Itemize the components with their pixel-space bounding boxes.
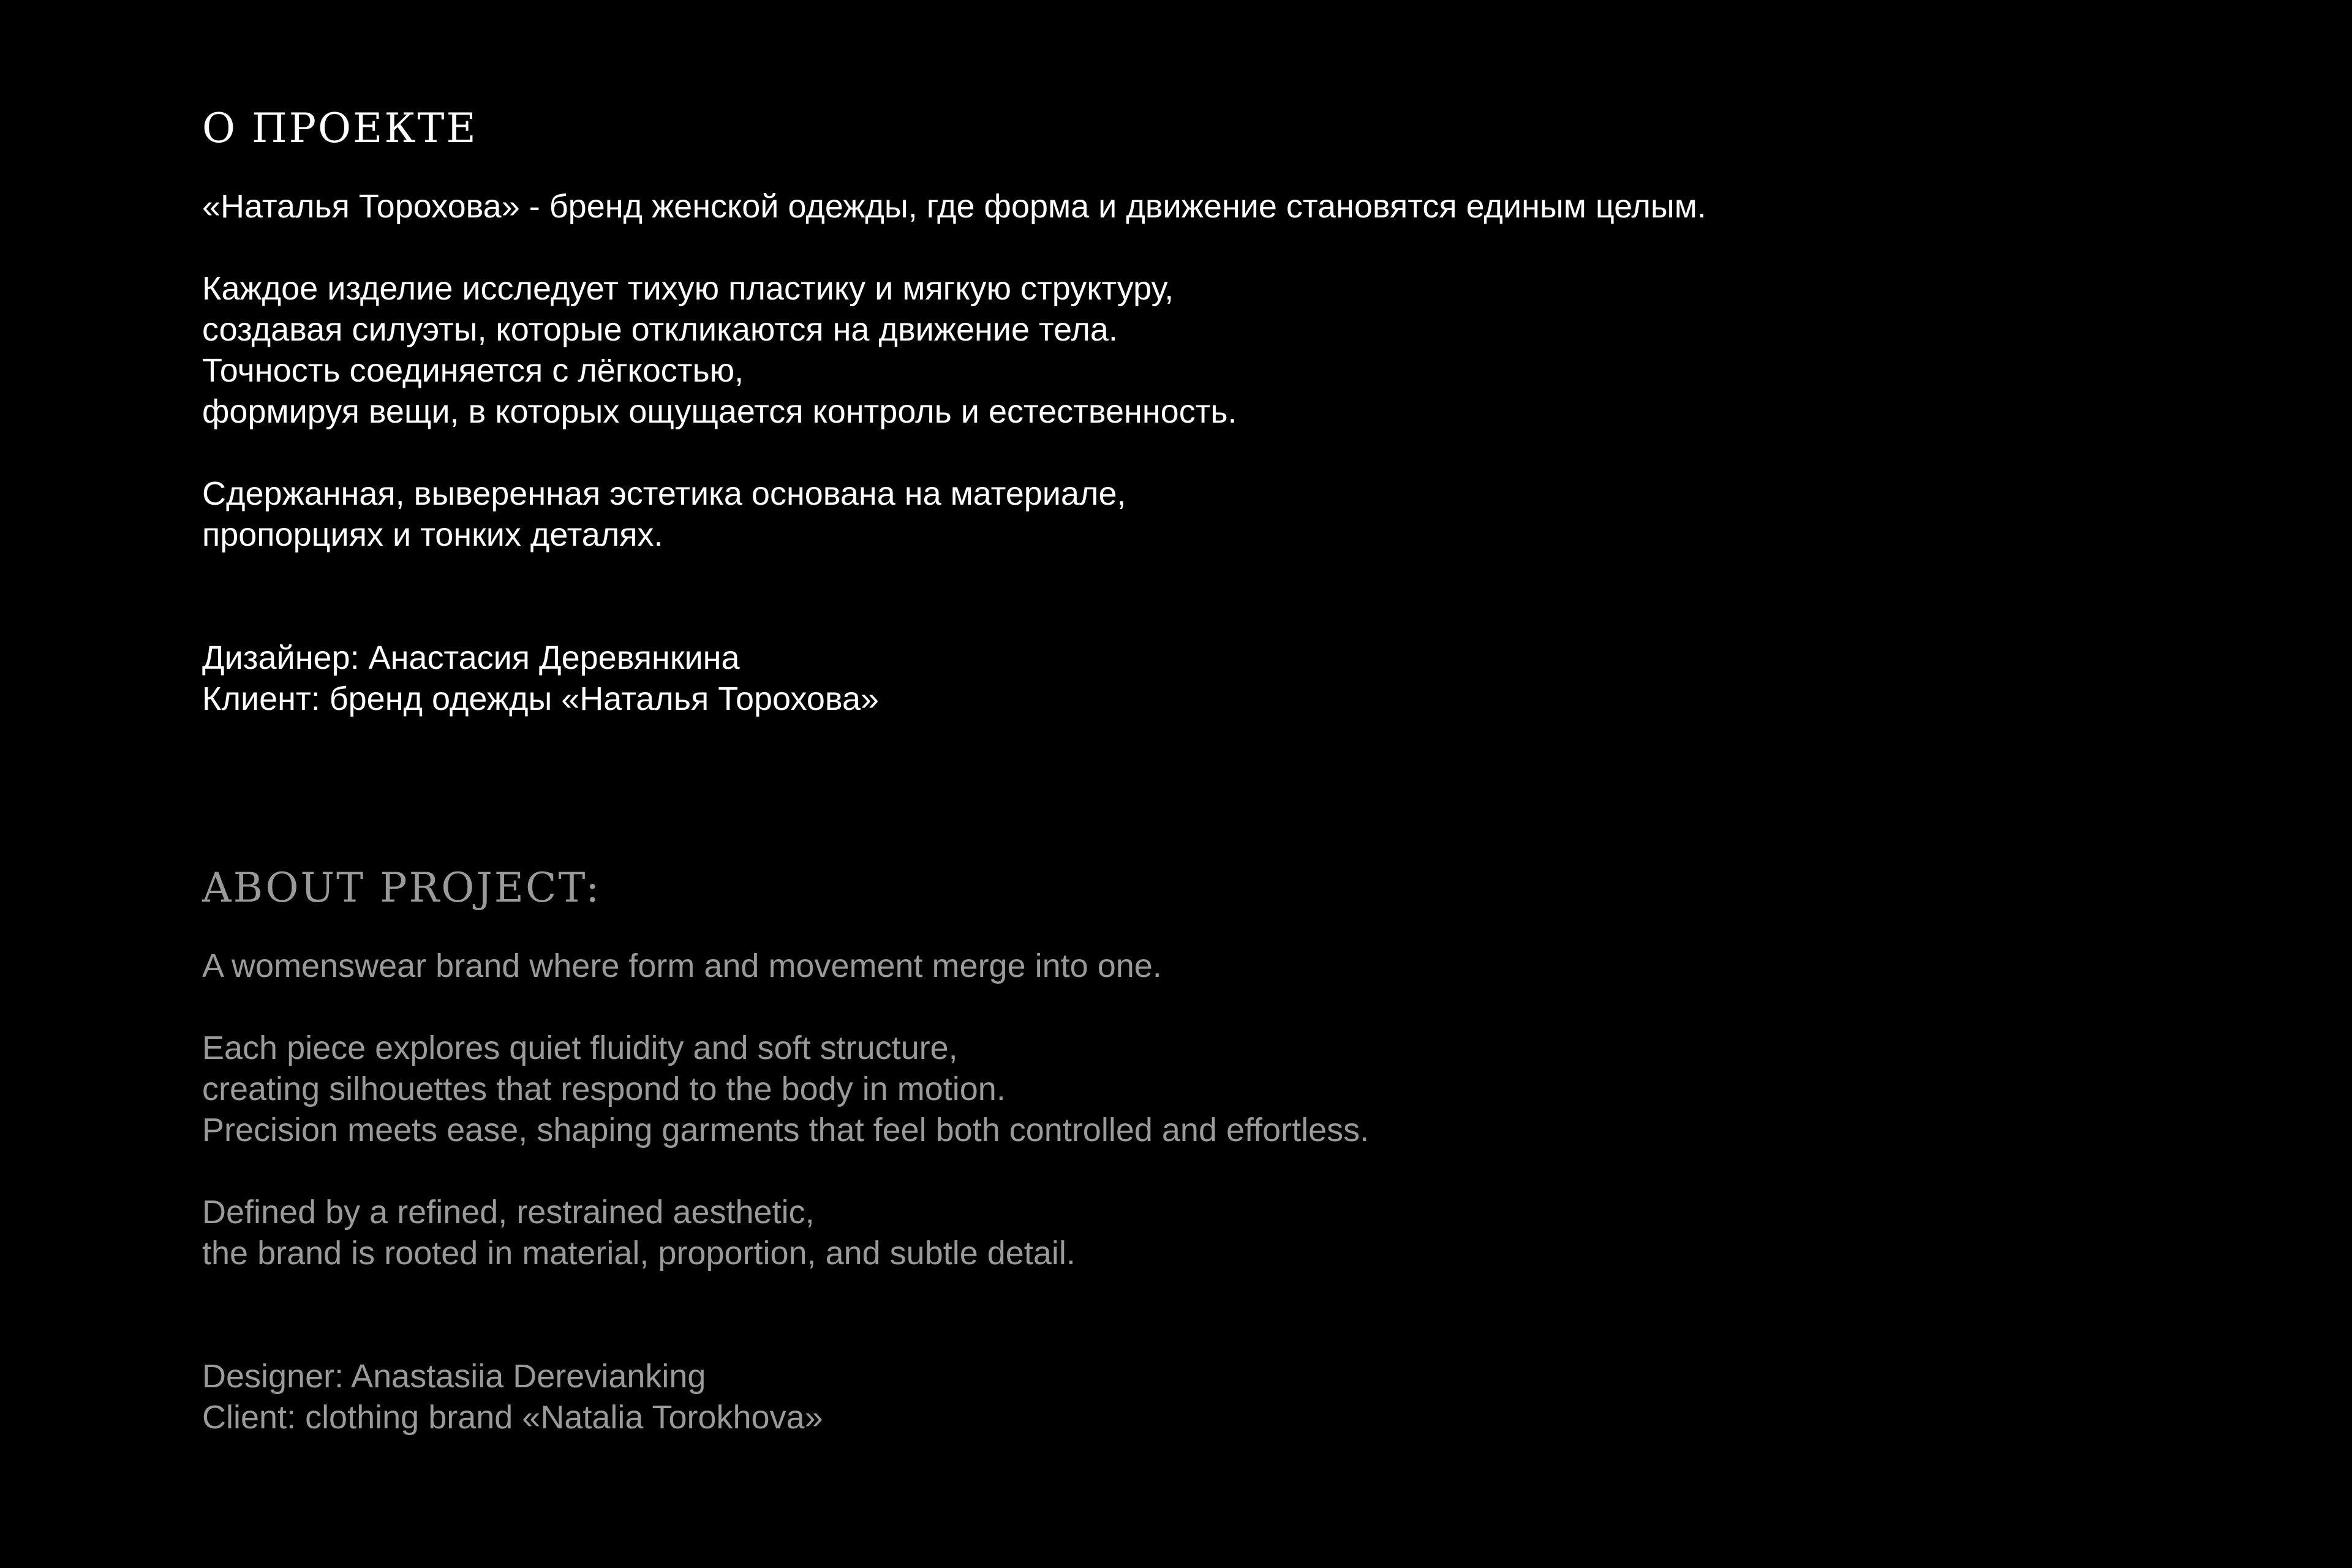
client-credit: Client: clothing brand «Natalia Torokhova» [202,1399,823,1436]
credits-en [202,1356,1369,1438]
paragraph-line: Defined by a refined, restrained aesthetic, [202,1194,815,1231]
paragraph-line: creating silhouettes that respond to the body in motion. [202,1071,1006,1107]
paragraph-line: Сдержанная, выверенная эстетика основана на материале, [202,475,1126,512]
intro-text-ru: «Наталья Торохова» - бренд женской одежды, где форма и движение становятся единым целым. [202,188,1706,225]
paragraph-line: создавая силуэты, которые откликаются на движение тела. [202,311,1118,348]
designer-credit: Дизайнер: Анастасия Деревянкина [202,639,740,676]
intro-text-en: A womenswear brand where form and movement merge into one. [202,948,1162,984]
paragraph-en-2 [202,1192,1369,1274]
paragraph-line: Каждое изделие исследует тихую пластику и мягкую структуру, [202,270,1174,307]
paragraph-line: the brand is rooted in material, proportion, and subtle detail. [202,1235,1076,1272]
paragraph-ru-2 [202,473,1706,556]
paragraph-ru-1 [202,268,1706,432]
paragraph-line: пропорциях и тонких деталях. [202,516,663,553]
about-section-en [202,858,1369,1438]
designer-credit: Designer: Anastasiia Derevianking [202,1358,706,1395]
paragraph-line: формируя вещи, в которых ощущается контроль и естественность. [202,393,1237,430]
paragraph-line: Precision meets ease, shaping garments that feel both controlled and effortless. [202,1112,1370,1148]
paragraph-en-1 [202,1028,1369,1151]
section-heading-en: ABOUT PROJECT: [202,864,601,911]
about-section-ru [202,98,1706,720]
paragraph-line: Each piece explores quiet fluidity and soft structure, [202,1030,958,1066]
client-credit: Клиент: бренд одежды «Наталья Торохова» [202,680,880,717]
paragraph-line: Точность соединяется с лёгкостью, [202,352,744,389]
credits-ru [202,638,1706,720]
section-heading-ru: О ПРОЕКТЕ [202,105,478,152]
